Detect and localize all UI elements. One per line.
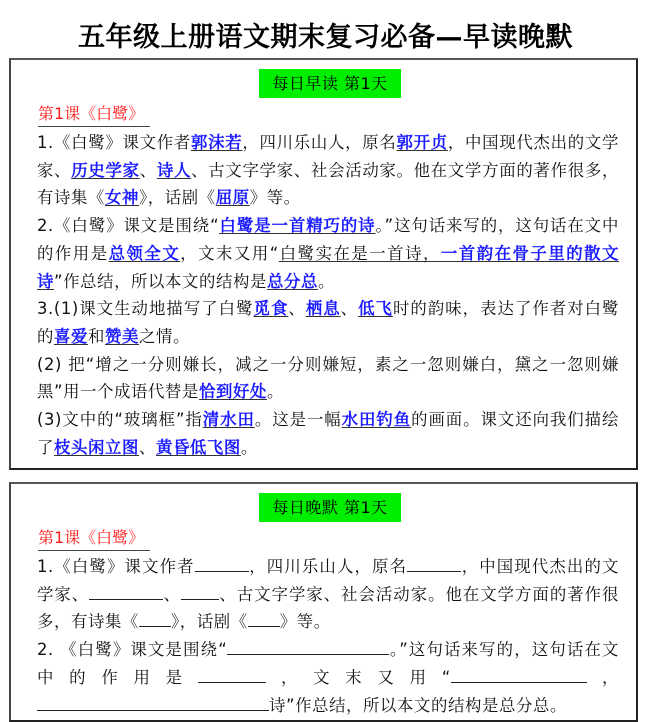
answer-blank[interactable] <box>139 611 171 627</box>
text: 诗”作总结，所以本文的结构是总分总。 <box>269 695 567 715</box>
text: ，文末又用“ <box>265 667 451 687</box>
text: 。这是一幅 <box>254 410 342 430</box>
text: ，四川乐山人，原名 <box>242 133 397 152</box>
document-title: 五年级上册语文期末复习必备—早读晚默 <box>78 22 573 53</box>
answer-blank[interactable] <box>451 667 587 683</box>
answer: 女神 <box>104 188 139 208</box>
text: 》等。 <box>279 612 331 632</box>
text: 之情。 <box>138 326 190 346</box>
answer: 水田钓鱼 <box>341 410 412 430</box>
text: ，中国现代杰出的文学家、 <box>37 133 620 180</box>
question-1 <box>37 129 619 212</box>
text: 2. 《白鹭》课文是围绕“ <box>37 640 228 660</box>
text: 2.《白鹭》课文是围绕“ <box>37 216 220 236</box>
answer: 赞美 <box>104 326 139 346</box>
text: 》，话剧《 <box>138 188 216 208</box>
morning-banner: 每日早读 第1天 <box>259 69 401 98</box>
text: 》等。 <box>249 188 301 208</box>
lesson-heading: 第1课《白鹭》 <box>38 526 150 551</box>
text: ，文末又用“ <box>180 243 279 263</box>
answer-blank[interactable] <box>248 611 280 627</box>
answer-blank[interactable] <box>37 695 269 711</box>
text: 、 <box>340 299 359 319</box>
text: 。”这句话来写的，这句话在文中的作用是 <box>37 216 619 263</box>
morning-content <box>37 129 619 461</box>
text: 、古文字学家、社会活动家。他在文学方面的著作很多，有诗集《 <box>37 160 619 208</box>
answer: 清水田 <box>202 410 255 430</box>
question-3-1 <box>37 295 619 350</box>
answer: 枝头闲立图 <box>54 437 139 457</box>
answer-blank[interactable] <box>89 584 163 600</box>
morning-reading-box <box>9 58 638 470</box>
text: 时的韵味，表达了作者对白鹭的 <box>37 299 620 346</box>
text: 、 <box>163 584 181 604</box>
answer: 总领全文 <box>108 243 181 263</box>
text: 3.(1)课文生动地描写了白鹭 <box>37 299 254 319</box>
answer: 栖息 <box>305 299 341 319</box>
underlined-quote: 白鹭实在是一首诗， <box>278 243 441 263</box>
text: 的画面。课文还向我们描绘了 <box>37 410 620 457</box>
text: 》，话剧《 <box>170 612 248 632</box>
text: ，中国现代杰出的文学家、 <box>37 557 620 604</box>
question-3-2 <box>37 351 619 406</box>
text: 、 <box>138 437 156 457</box>
question-2 <box>37 212 619 295</box>
answer: 郭沫若 <box>190 133 243 152</box>
answer: 觅食 <box>253 299 289 319</box>
text: (3)文中的“玻璃框”指 <box>37 410 203 430</box>
text: 、古文字学家、社会活动家。他在文学方面的著作很多，有诗集《 <box>37 584 619 632</box>
answer: 喜爱 <box>54 326 88 346</box>
answer-blank[interactable] <box>195 556 249 572</box>
text: 、 <box>288 299 306 319</box>
answer: 屈原 <box>215 188 250 208</box>
text: ， <box>586 667 620 687</box>
answer-blank[interactable] <box>181 584 219 600</box>
text: 。 <box>317 271 335 291</box>
text: ，四川乐山人，原名 <box>248 557 408 576</box>
answer: 总分总 <box>266 271 318 291</box>
evening-dictation-box <box>9 482 638 722</box>
answer-blank[interactable] <box>198 667 266 683</box>
answer-blank[interactable] <box>227 639 389 655</box>
question-2 <box>37 636 619 719</box>
evening-content <box>37 553 619 719</box>
text: 。 <box>266 382 284 402</box>
text: ”作总结，所以本文的结构是 <box>54 271 267 291</box>
evening-banner: 每日晚默 第1天 <box>259 493 401 522</box>
answer: 低飞 <box>358 299 393 319</box>
answer: 黄昏低飞图 <box>155 437 241 457</box>
text: 和 <box>87 326 105 346</box>
text: 。”这句话来写的，这句话在文中的作用是 <box>37 640 619 687</box>
answer-blank[interactable] <box>407 556 461 572</box>
text: 1.《白鹭》课文作者 <box>37 133 191 152</box>
text: 1.《白鹭》课文作者 <box>37 557 195 576</box>
answer: 白鹭是一首精巧的诗 <box>219 216 376 236</box>
lesson-heading: 第1课《白鹭》 <box>38 102 150 127</box>
text: (2) 把“增之一分则嫌长，减之一分则嫌短，素之一忽则嫌白，黛之一忽则嫌黑”用一个成语代替是 <box>37 354 619 402</box>
answer: 诗人 <box>156 160 192 180</box>
answer: 一首韵在骨子里的散文诗 <box>37 243 620 291</box>
text: 。 <box>240 437 258 457</box>
answer: 历史学家 <box>71 160 140 180</box>
text: 、 <box>139 160 157 180</box>
question-3-3 <box>37 406 619 461</box>
answer: 郭开贞 <box>396 133 448 152</box>
question-1 <box>37 553 619 636</box>
answer: 恰到好处 <box>199 382 267 402</box>
